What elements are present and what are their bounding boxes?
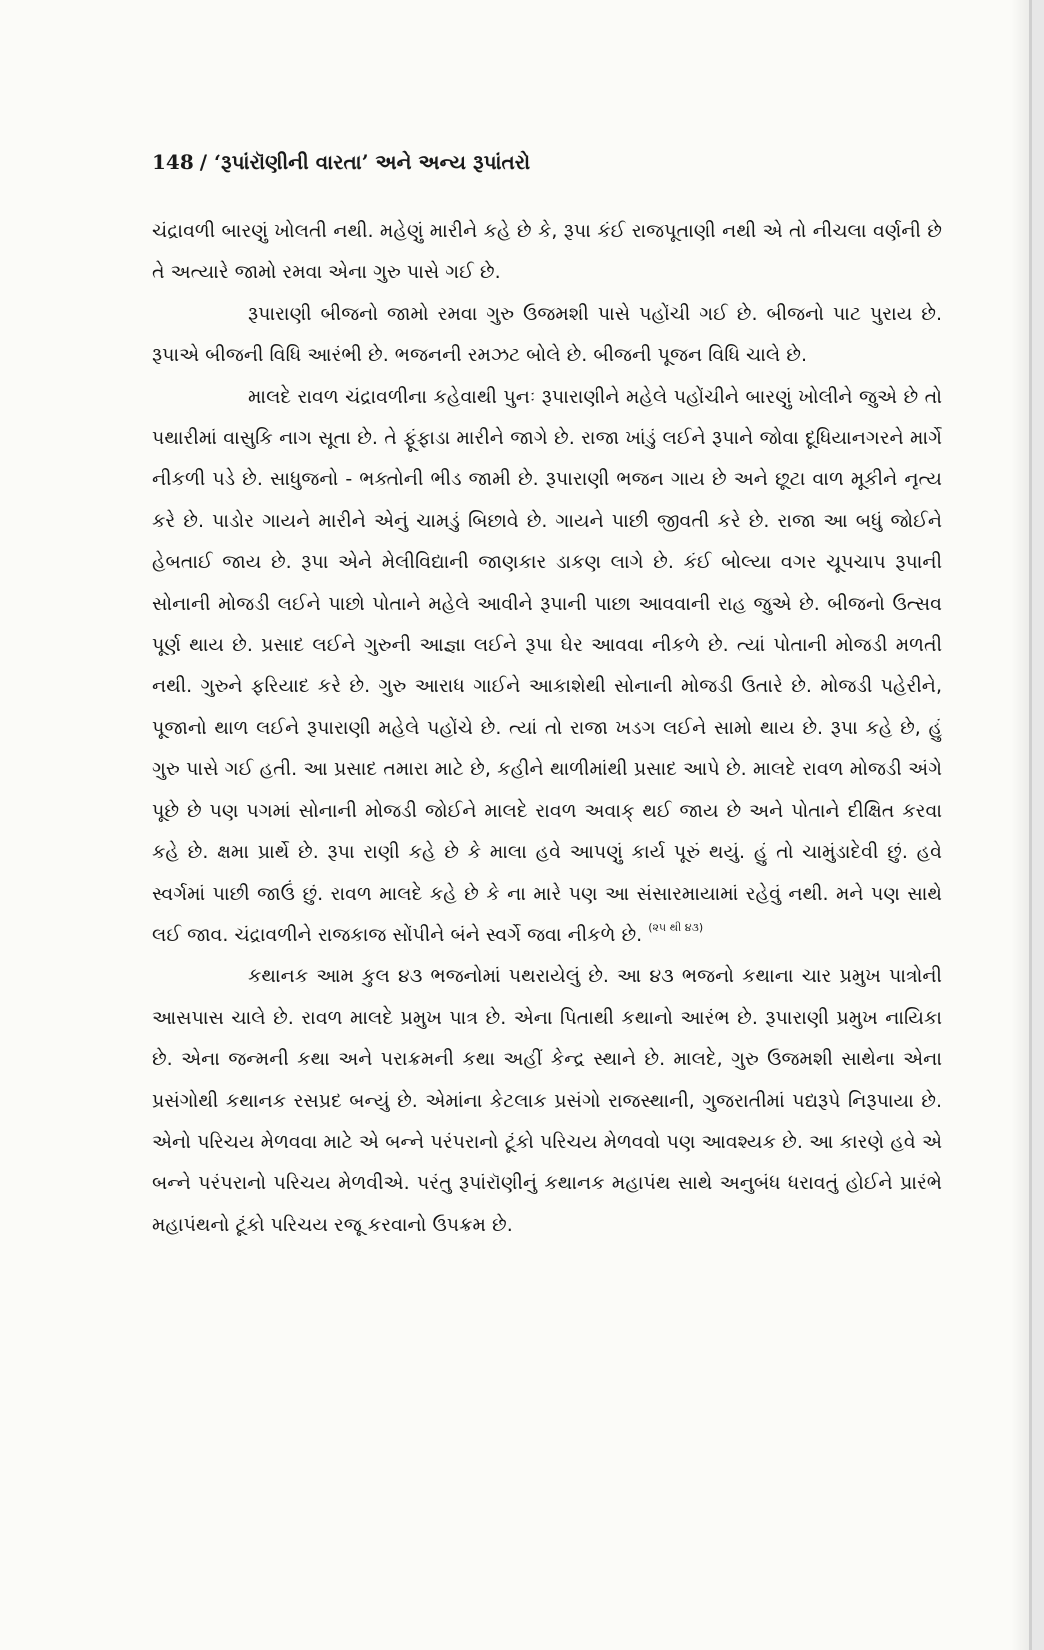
page-edge-shadow — [1011, 0, 1029, 1650]
footnote-reference: (૨૫ થી ૪૩) — [648, 920, 704, 934]
paragraph-4: કથાનક આમ કુલ ૪૩ ભજનોમાં પથરાયેલું છે. આ ૪૩ ભજનો કથાના ચાર પ્રમુખ પાત્રોની આસપાસ ચાલે છે. રાવળ માલદે પ્રમુખ પાત્ર છે. એના પિતાથી કથાનો આરંભ છે. રૂપારાણી પ્રમુખ નાયિકા છે. એના જન્મની કથા અને પરાક્રમની કથા અહીં કેન્દ્ર સ્થાને છે. માલદે, ગુરુ ઉજમશી સાથેના એના પ્રસંગોથી કથાનક રસપ્રદ બન્યું છે. એમાંના કેટલાક પ્રસંગો રાજસ્થાની, ગુજરાતીમાં પદ્યરૂપે નિરૂપાયા છે. એનો પરિચય મેળવવા માટે એ બન્ને પરંપરાનો ટૂંકો પરિચય મેળવવો પણ આવશ્યક છે. આ કારણે હવે એ બન્ને પરંપરાનો પરિચય મેળવીએ. પરંતુ રૂપાંરૉણીનું કથાનક મહાપંથ સાથે અનુબંધ ધરાવતું હોઈને પ્રારંભે મહાપંથનો ટૂંકો પરિચય રજૂ કરવાનો ઉપક્રમ છે. — [152, 965, 942, 1236]
running-title: / ‘રૂપાંરૉણીની વારતા’ અને અન્ય રૂપાંતરો — [199, 150, 531, 174]
paragraph-1: ચંદ્રાવળી બારણું ખોલતી નથી. મહેણું મારીને કહે છે કે, રૂપા કંઈ રાજપૂતાણી નથી એ તો નીચલા વર્ણની છે તે અત્યારે જામો રમવા એના ગુરુ પાસે ગઈ છે. — [152, 220, 942, 284]
running-header — [152, 150, 530, 174]
paragraph-2: રૂપારાણી બીજનો જામો રમવા ગુરુ ઉજમશી પાસે પહોંચી ગઈ છે. બીજનો પાટ પુરાય છે. રૂપાએ બીજની વિધિ આરંભી છે. ભજનની રમઝટ બોલે છે. બીજની પૂજન વિધિ ચાલે છે. — [152, 302, 942, 367]
paragraph-3 — [152, 377, 942, 957]
body-text — [152, 211, 942, 1246]
paragraph-3-text: માલદે રાવળ ચંદ્રાવળીના કહેવાથી પુનઃ રૂપારાણીને મહેલે પહોંચીને બારણું ખોલીને જુએ છે તો પથારીમાં વાસુકિ નાગ સૂતા છે. તે ફૂંફાડા મારીને જાગે છે. રાજા ખાંડું લઈને રૂપાને જોવા દૂધિયાનગરને માર્ગે નીકળી પડે છે. સાધુજનો - ભક્તોની ભીડ જામી છે. રૂપારાણી ભજન ગાય છે અને છૂટા વાળ મૂકીને નૃત્ય કરે છે. પાડોર ગાયને મારીને એનું ચામડું બિછાવે છે. ગાયને પાછી જીવતી કરે છે. રાજા આ બધું જોઈને હેબતાઈ જાય છે. રૂપા એને મેલીવિદ્યાની જાણકાર ડાકણ લાગે છે. કંઈ બોલ્યા વગર ચૂપચાપ રૂપાની સોનાની મોજડી લઈને પાછો પોતાને મહેલે આવીને રૂપાની પાછા આવવાની રાહ જુએ છે. બીજનો ઉત્સવ પૂર્ણ થાય છે. પ્રસાદ લઈને ગુરુની આજ્ઞા લઈને રૂપા ઘેર આવવા નીકળે છે. ત્યાં પોતાની મોજડી મળતી નથી. ગુરુને ફરિયાદ કરે છે. ગુરુ આરાધ ગાઈને આકાશેથી સોનાની મોજડી ઉતારે છે. મોજડી પહેરીને, પૂજાનો થાળ લઈને રૂપારાણી મહેલે પહોંચે છે. ત્યાં તો રાજા ખડગ લઈને સામો થાય છે. રૂપા કહે છે, હું ગુરુ પાસે ગઈ હતી. આ પ્રસાદ તમારા માટે છે, કહીને થાળીમાંથી પ્રસાદ આપે છે. માલદે રાવળ મોજડી અંગે પૂછે છે પણ પગમાં સોનાની મોજડી જોઈને માલદે રાવળ અવાક્ થઈ જાય છે અને પોતાને દીક્ષિત કરવા કહે છે. ક્ષમા પ્રાર્થે છે. રૂપા રાણી કહે છે કે માલા હવે આપણું કાર્ય પૂરું થયું. હું તો ચામુંડાદેવી છું. હવે સ્વર્ગમાં પાછી જાઉં છું. રાવળ માલદે કહે છે કે ના મારે પણ આ સંસારમાયામાં રહેવું નથી. મને પણ સાથે લઈ જાવ. ચંદ્રાવળીને રાજકાજ સોંપીને બંને સ્વર્ગે જવા નીકળે છે. — [152, 385, 942, 946]
page-number: 148 — [152, 150, 194, 174]
